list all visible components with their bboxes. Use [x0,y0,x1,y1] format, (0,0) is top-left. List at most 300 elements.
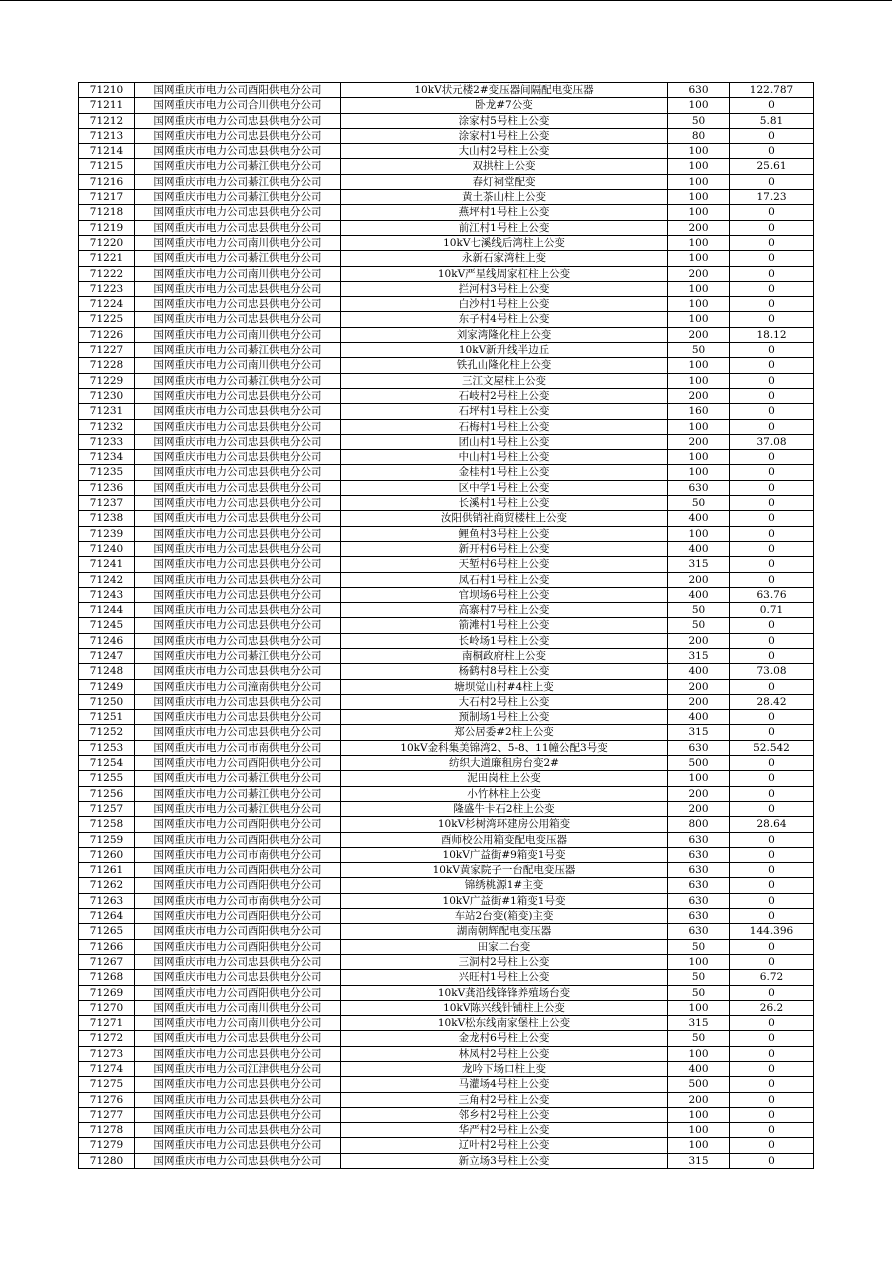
company-cell: 国网重庆市电力公司酉阳供电分公司 [135,863,341,878]
value-cell: 28.64 [730,817,814,832]
table-row [79,970,814,985]
company-cell: 国网重庆市电力公司南川供电分公司 [135,266,341,281]
table-row [79,511,814,526]
transformer-name-cell: 前江村1号柱上公变 [341,220,668,235]
capacity-cell: 400 [668,587,730,602]
value-cell: 0 [730,557,814,572]
capacity-cell: 100 [668,358,730,373]
table-row [79,113,814,128]
company-cell: 国网重庆市电力公司忠县供电分公司 [135,1138,341,1153]
value-cell: 6.72 [730,970,814,985]
company-cell: 国网重庆市电力公司潼南供电分公司 [135,679,341,694]
transformer-name-cell: 官坝场6号柱上公变 [341,587,668,602]
transformer-name-cell: 金桂村1号柱上公变 [341,465,668,480]
capacity-cell: 630 [668,878,730,893]
company-cell: 国网重庆市电力公司酉阳供电分公司 [135,939,341,954]
table-row [79,985,814,1000]
transformer-name-cell: 隆盛牛卡石2柱上公变 [341,801,668,816]
row-id-cell: 71276 [79,1092,135,1107]
capacity-cell: 400 [668,541,730,556]
row-id-cell: 71234 [79,450,135,465]
company-cell: 国网重庆市电力公司綦江供电分公司 [135,373,341,388]
table-row [79,190,814,205]
table-row [79,801,814,816]
row-id-cell: 71278 [79,1123,135,1138]
capacity-cell: 100 [668,297,730,312]
company-cell: 国网重庆市电力公司忠县供电分公司 [135,603,341,618]
row-id-cell: 71238 [79,511,135,526]
value-cell: 0 [730,954,814,969]
company-cell: 国网重庆市电力公司綦江供电分公司 [135,786,341,801]
row-id-cell: 71254 [79,756,135,771]
table-row [79,893,814,908]
value-cell: 0 [730,572,814,587]
company-cell: 国网重庆市电力公司忠县供电分公司 [135,541,341,556]
transformer-name-cell: 纺织大道廉租房台变2# [341,756,668,771]
table-row [79,327,814,342]
capacity-cell: 200 [668,1092,730,1107]
value-cell: 0 [730,496,814,511]
row-id-cell: 71272 [79,1031,135,1046]
transformer-name-cell: 黄土茶山柱上公变 [341,190,668,205]
row-id-cell: 71266 [79,939,135,954]
table-row [79,572,814,587]
transformer-name-cell: 南桐政府柱上公变 [341,648,668,663]
company-cell: 国网重庆市电力公司市南供电分公司 [135,740,341,755]
capacity-cell: 100 [668,1046,730,1061]
capacity-cell: 400 [668,664,730,679]
company-cell: 国网重庆市电力公司忠县供电分公司 [135,388,341,403]
table-row [79,648,814,663]
row-id-cell: 71263 [79,893,135,908]
transformer-name-cell: 杨鹤村8号柱上公变 [341,664,668,679]
company-cell: 国网重庆市电力公司綦江供电分公司 [135,771,341,786]
company-cell: 国网重庆市电力公司忠县供电分公司 [135,557,341,572]
capacity-cell: 100 [668,144,730,159]
transformer-name-cell: 卧龙#7公变 [341,98,668,113]
transformer-name-cell: 新开村6号柱上公变 [341,541,668,556]
value-cell: 0 [730,220,814,235]
capacity-cell: 500 [668,1077,730,1092]
row-id-cell: 71235 [79,465,135,480]
transformer-name-cell: 中山村1号柱上公变 [341,450,668,465]
transformer-name-cell: 拦河村3号柱上公变 [341,281,668,296]
transformer-name-cell: 湖南朝辉配电变压器 [341,924,668,939]
capacity-cell: 100 [668,235,730,250]
company-cell: 国网重庆市电力公司南川供电分公司 [135,1016,341,1031]
table-row [79,740,814,755]
transformer-name-cell: 塘坝觉山村#4柱上变 [341,679,668,694]
company-cell: 国网重庆市电力公司忠县供电分公司 [135,144,341,159]
capacity-cell: 50 [668,1031,730,1046]
row-id-cell: 71275 [79,1077,135,1092]
row-id-cell: 71211 [79,98,135,113]
value-cell: 0 [730,144,814,159]
table-row [79,251,814,266]
table-row [79,235,814,250]
capacity-cell: 630 [668,924,730,939]
capacity-cell: 100 [668,1107,730,1122]
table-row [79,909,814,924]
company-cell: 国网重庆市电力公司酉阳供电分公司 [135,832,341,847]
company-cell: 国网重庆市电力公司忠县供电分公司 [135,511,341,526]
company-cell: 国网重庆市电力公司南川供电分公司 [135,358,341,373]
transformer-name-cell: 林凤村2号柱上公变 [341,1046,668,1061]
row-id-cell: 71222 [79,266,135,281]
row-id-cell: 71240 [79,541,135,556]
capacity-cell: 400 [668,1062,730,1077]
value-cell: 0 [730,832,814,847]
capacity-cell: 630 [668,832,730,847]
transformer-name-cell: 石坪村1号柱上公变 [341,404,668,419]
capacity-cell: 100 [668,205,730,220]
table-row [79,1107,814,1122]
value-cell: 0 [730,266,814,281]
table-row [79,878,814,893]
table-row [79,1092,814,1107]
value-cell: 0 [730,174,814,189]
transformer-name-cell: 涂家村5号柱上公变 [341,113,668,128]
company-cell: 国网重庆市电力公司忠县供电分公司 [135,496,341,511]
capacity-cell: 50 [668,603,730,618]
transformer-name-cell: 10kV松东线南家堡柱上公变 [341,1016,668,1031]
capacity-cell: 80 [668,128,730,143]
transformer-name-cell: 10kV陈兴线针铺柱上公变 [341,1000,668,1015]
row-id-cell: 71218 [79,205,135,220]
company-cell: 国网重庆市电力公司酉阳供电分公司 [135,878,341,893]
company-cell: 国网重庆市电力公司忠县供电分公司 [135,480,341,495]
row-id-cell: 71258 [79,817,135,832]
row-id-cell: 71213 [79,128,135,143]
row-id-cell: 71271 [79,1016,135,1031]
transformer-name-cell: 天堑村6号柱上公变 [341,557,668,572]
capacity-cell: 500 [668,756,730,771]
row-id-cell: 71215 [79,159,135,174]
table-row [79,557,814,572]
value-cell: 0.71 [730,603,814,618]
row-id-cell: 71251 [79,710,135,725]
capacity-cell: 100 [668,373,730,388]
transformer-name-cell: 锦绣桃源1#主变 [341,878,668,893]
value-cell: 0 [730,450,814,465]
capacity-cell: 100 [668,251,730,266]
row-id-cell: 71223 [79,281,135,296]
value-cell: 0 [730,128,814,143]
capacity-cell: 315 [668,557,730,572]
company-cell: 国网重庆市电力公司綦江供电分公司 [135,174,341,189]
transformer-name-cell: 金龙村6号柱上公变 [341,1031,668,1046]
value-cell: 0 [730,725,814,740]
value-cell: 0 [730,1092,814,1107]
row-id-cell: 71280 [79,1153,135,1168]
value-cell: 5.81 [730,113,814,128]
value-cell: 122.787 [730,83,814,98]
company-cell: 国网重庆市电力公司忠县供电分公司 [135,465,341,480]
value-cell: 17.23 [730,190,814,205]
company-cell: 国网重庆市电力公司忠县供电分公司 [135,297,341,312]
company-cell: 国网重庆市电力公司忠县供电分公司 [135,128,341,143]
value-cell: 0 [730,786,814,801]
value-cell: 0 [730,847,814,862]
table-row [79,832,814,847]
table-row [79,220,814,235]
row-id-cell: 71236 [79,480,135,495]
value-cell: 0 [730,878,814,893]
row-id-cell: 71252 [79,725,135,740]
table-row [79,817,814,832]
row-id-cell: 71264 [79,909,135,924]
value-cell: 18.12 [730,327,814,342]
value-cell: 0 [730,1046,814,1061]
company-cell: 国网重庆市电力公司忠县供电分公司 [135,954,341,969]
transformer-name-cell: 鲤鱼村3号柱上公变 [341,526,668,541]
value-cell: 0 [730,679,814,694]
company-cell: 国网重庆市电力公司忠县供电分公司 [135,1153,341,1168]
table-row [79,786,814,801]
row-id-cell: 71232 [79,419,135,434]
value-cell: 52.542 [730,740,814,755]
capacity-cell: 200 [668,266,730,281]
row-id-cell: 71229 [79,373,135,388]
value-cell: 28.42 [730,694,814,709]
transformer-name-cell: 铁孔山隆化柱上公变 [341,358,668,373]
row-id-cell: 71242 [79,572,135,587]
table-row [79,144,814,159]
row-id-cell: 71231 [79,404,135,419]
table-row [79,587,814,602]
transformer-name-cell: 10kV广益街#1箱变1号变 [341,893,668,908]
table-row [79,128,814,143]
row-id-cell: 71245 [79,618,135,633]
table-row [79,863,814,878]
company-cell: 国网重庆市电力公司忠县供电分公司 [135,664,341,679]
row-id-cell: 71268 [79,970,135,985]
transformer-name-cell: 汝阳供销社商贸楼柱上公变 [341,511,668,526]
transformer-name-cell: 燕坪村1号柱上公变 [341,205,668,220]
row-id-cell: 71224 [79,297,135,312]
value-cell: 0 [730,648,814,663]
row-id-cell: 71257 [79,801,135,816]
table-row [79,1153,814,1168]
company-cell: 国网重庆市电力公司忠县供电分公司 [135,633,341,648]
row-id-cell: 71279 [79,1138,135,1153]
capacity-cell: 100 [668,450,730,465]
row-id-cell: 71273 [79,1046,135,1061]
company-cell: 国网重庆市电力公司忠县供电分公司 [135,1107,341,1122]
row-id-cell: 71270 [79,1000,135,1015]
transformer-name-cell: 大山村2号柱上公变 [341,144,668,159]
table-row [79,450,814,465]
transformer-name-cell: 长溪村1号柱上公变 [341,496,668,511]
capacity-cell: 50 [668,939,730,954]
company-cell: 国网重庆市电力公司忠县供电分公司 [135,404,341,419]
transformer-name-cell: 高寨村7号柱上公变 [341,603,668,618]
transformer-name-cell: 三江文屋柱上公变 [341,373,668,388]
capacity-cell: 100 [668,419,730,434]
company-cell: 国网重庆市电力公司忠县供电分公司 [135,725,341,740]
value-cell: 0 [730,526,814,541]
table-row [79,496,814,511]
row-id-cell: 71221 [79,251,135,266]
table-row [79,281,814,296]
capacity-cell: 200 [668,633,730,648]
row-id-cell: 71265 [79,924,135,939]
transformer-name-cell: 10kV新升线半边丘 [341,343,668,358]
company-cell: 国网重庆市电力公司酉阳供电分公司 [135,924,341,939]
row-id-cell: 71230 [79,388,135,403]
row-id-cell: 71256 [79,786,135,801]
value-cell: 0 [730,1153,814,1168]
transformer-name-cell: 凤石村1号柱上公变 [341,572,668,587]
transformer-name-cell: 永新石家湾柱上变 [341,251,668,266]
row-id-cell: 71261 [79,863,135,878]
table-row [79,434,814,449]
transformer-name-cell: 兴旺村1号柱上公变 [341,970,668,985]
transformer-name-cell: 华严村2号柱上公变 [341,1123,668,1138]
value-cell: 0 [730,419,814,434]
row-id-cell: 71210 [79,83,135,98]
row-id-cell: 71241 [79,557,135,572]
transformer-name-cell: 三角村2号柱上公变 [341,1092,668,1107]
value-cell: 144.396 [730,924,814,939]
capacity-cell: 200 [668,327,730,342]
value-cell: 0 [730,358,814,373]
company-cell: 国网重庆市电力公司忠县供电分公司 [135,419,341,434]
capacity-cell: 100 [668,465,730,480]
value-cell: 0 [730,863,814,878]
company-cell: 国网重庆市电力公司忠县供电分公司 [135,1077,341,1092]
row-id-cell: 71248 [79,664,135,679]
company-cell: 国网重庆市电力公司綦江供电分公司 [135,648,341,663]
transformer-name-cell: 新立场3号柱上公变 [341,1153,668,1168]
transformer-name-cell: 春灯祠堂配变 [341,174,668,189]
row-id-cell: 71225 [79,312,135,327]
value-cell: 73.08 [730,664,814,679]
value-cell: 0 [730,771,814,786]
page-top-rule [0,0,892,1]
value-cell: 0 [730,373,814,388]
value-cell: 0 [730,633,814,648]
company-cell: 国网重庆市电力公司江津供电分公司 [135,1062,341,1077]
table-row [79,343,814,358]
capacity-cell: 315 [668,648,730,663]
row-id-cell: 71226 [79,327,135,342]
transformer-name-cell: 10kV杉树湾环建房公用箱变 [341,817,668,832]
capacity-cell: 200 [668,694,730,709]
table-row [79,1031,814,1046]
row-id-cell: 71269 [79,985,135,1000]
value-cell: 0 [730,297,814,312]
company-cell: 国网重庆市电力公司市南供电分公司 [135,893,341,908]
company-cell: 国网重庆市电力公司忠县供电分公司 [135,434,341,449]
transformer-name-cell: 10kV广益街#9箱变1号变 [341,847,668,862]
row-id-cell: 71220 [79,235,135,250]
row-id-cell: 71247 [79,648,135,663]
table-row [79,679,814,694]
transformer-name-cell: 区中学1号柱上公变 [341,480,668,495]
value-cell: 0 [730,893,814,908]
table-row [79,297,814,312]
capacity-cell: 200 [668,786,730,801]
table-row [79,924,814,939]
table-row [79,526,814,541]
capacity-cell: 50 [668,985,730,1000]
value-cell: 0 [730,251,814,266]
company-cell: 国网重庆市电力公司酉阳供电分公司 [135,817,341,832]
row-id-cell: 71267 [79,954,135,969]
value-cell: 0 [730,511,814,526]
company-cell: 国网重庆市电力公司酉阳供电分公司 [135,756,341,771]
transformer-table [78,82,814,1169]
row-id-cell: 71243 [79,587,135,602]
table-row [79,633,814,648]
table-row [79,266,814,281]
capacity-cell: 100 [668,1000,730,1015]
company-cell: 国网重庆市电力公司酉阳供电分公司 [135,83,341,98]
capacity-cell: 100 [668,98,730,113]
value-cell: 0 [730,710,814,725]
row-id-cell: 71239 [79,526,135,541]
company-cell: 国网重庆市电力公司綦江供电分公司 [135,251,341,266]
company-cell: 国网重庆市电力公司忠县供电分公司 [135,281,341,296]
transformer-name-cell: 箭滩村1号柱上公变 [341,618,668,633]
capacity-cell: 100 [668,159,730,174]
table-row [79,771,814,786]
company-cell: 国网重庆市电力公司綦江供电分公司 [135,159,341,174]
row-id-cell: 71244 [79,603,135,618]
capacity-cell: 100 [668,190,730,205]
value-cell: 0 [730,1123,814,1138]
transformer-name-cell: 东子村4号柱上公变 [341,312,668,327]
value-cell: 26.2 [730,1000,814,1015]
value-cell: 37.08 [730,434,814,449]
row-id-cell: 71214 [79,144,135,159]
table-row [79,756,814,771]
value-cell: 0 [730,281,814,296]
value-cell: 0 [730,801,814,816]
company-cell: 国网重庆市电力公司南川供电分公司 [135,1000,341,1015]
company-cell: 国网重庆市电力公司忠县供电分公司 [135,1031,341,1046]
value-cell: 0 [730,756,814,771]
table-row [79,465,814,480]
capacity-cell: 50 [668,113,730,128]
row-id-cell: 71227 [79,343,135,358]
company-cell: 国网重庆市电力公司綦江供电分公司 [135,190,341,205]
table-row [79,1123,814,1138]
value-cell: 0 [730,1138,814,1153]
capacity-cell: 100 [668,771,730,786]
table-row [79,1077,814,1092]
transformer-name-cell: 大石村2号柱上公变 [341,694,668,709]
transformer-name-cell: 长岭场1号柱上公变 [341,633,668,648]
company-cell: 国网重庆市电力公司南川供电分公司 [135,235,341,250]
table-row [79,618,814,633]
capacity-cell: 100 [668,954,730,969]
row-id-cell: 71219 [79,220,135,235]
company-cell: 国网重庆市电力公司南川供电分公司 [135,327,341,342]
value-cell: 0 [730,939,814,954]
transformer-name-cell: 刘家湾隆化柱上公变 [341,327,668,342]
table-row [79,312,814,327]
value-cell: 0 [730,235,814,250]
value-cell: 0 [730,388,814,403]
transformer-name-cell: 田家二台变 [341,939,668,954]
company-cell: 国网重庆市电力公司綦江供电分公司 [135,343,341,358]
capacity-cell: 400 [668,511,730,526]
transformer-name-cell: 辽叶村2号柱上公变 [341,1138,668,1153]
table-body [79,83,814,1169]
value-cell: 0 [730,1031,814,1046]
